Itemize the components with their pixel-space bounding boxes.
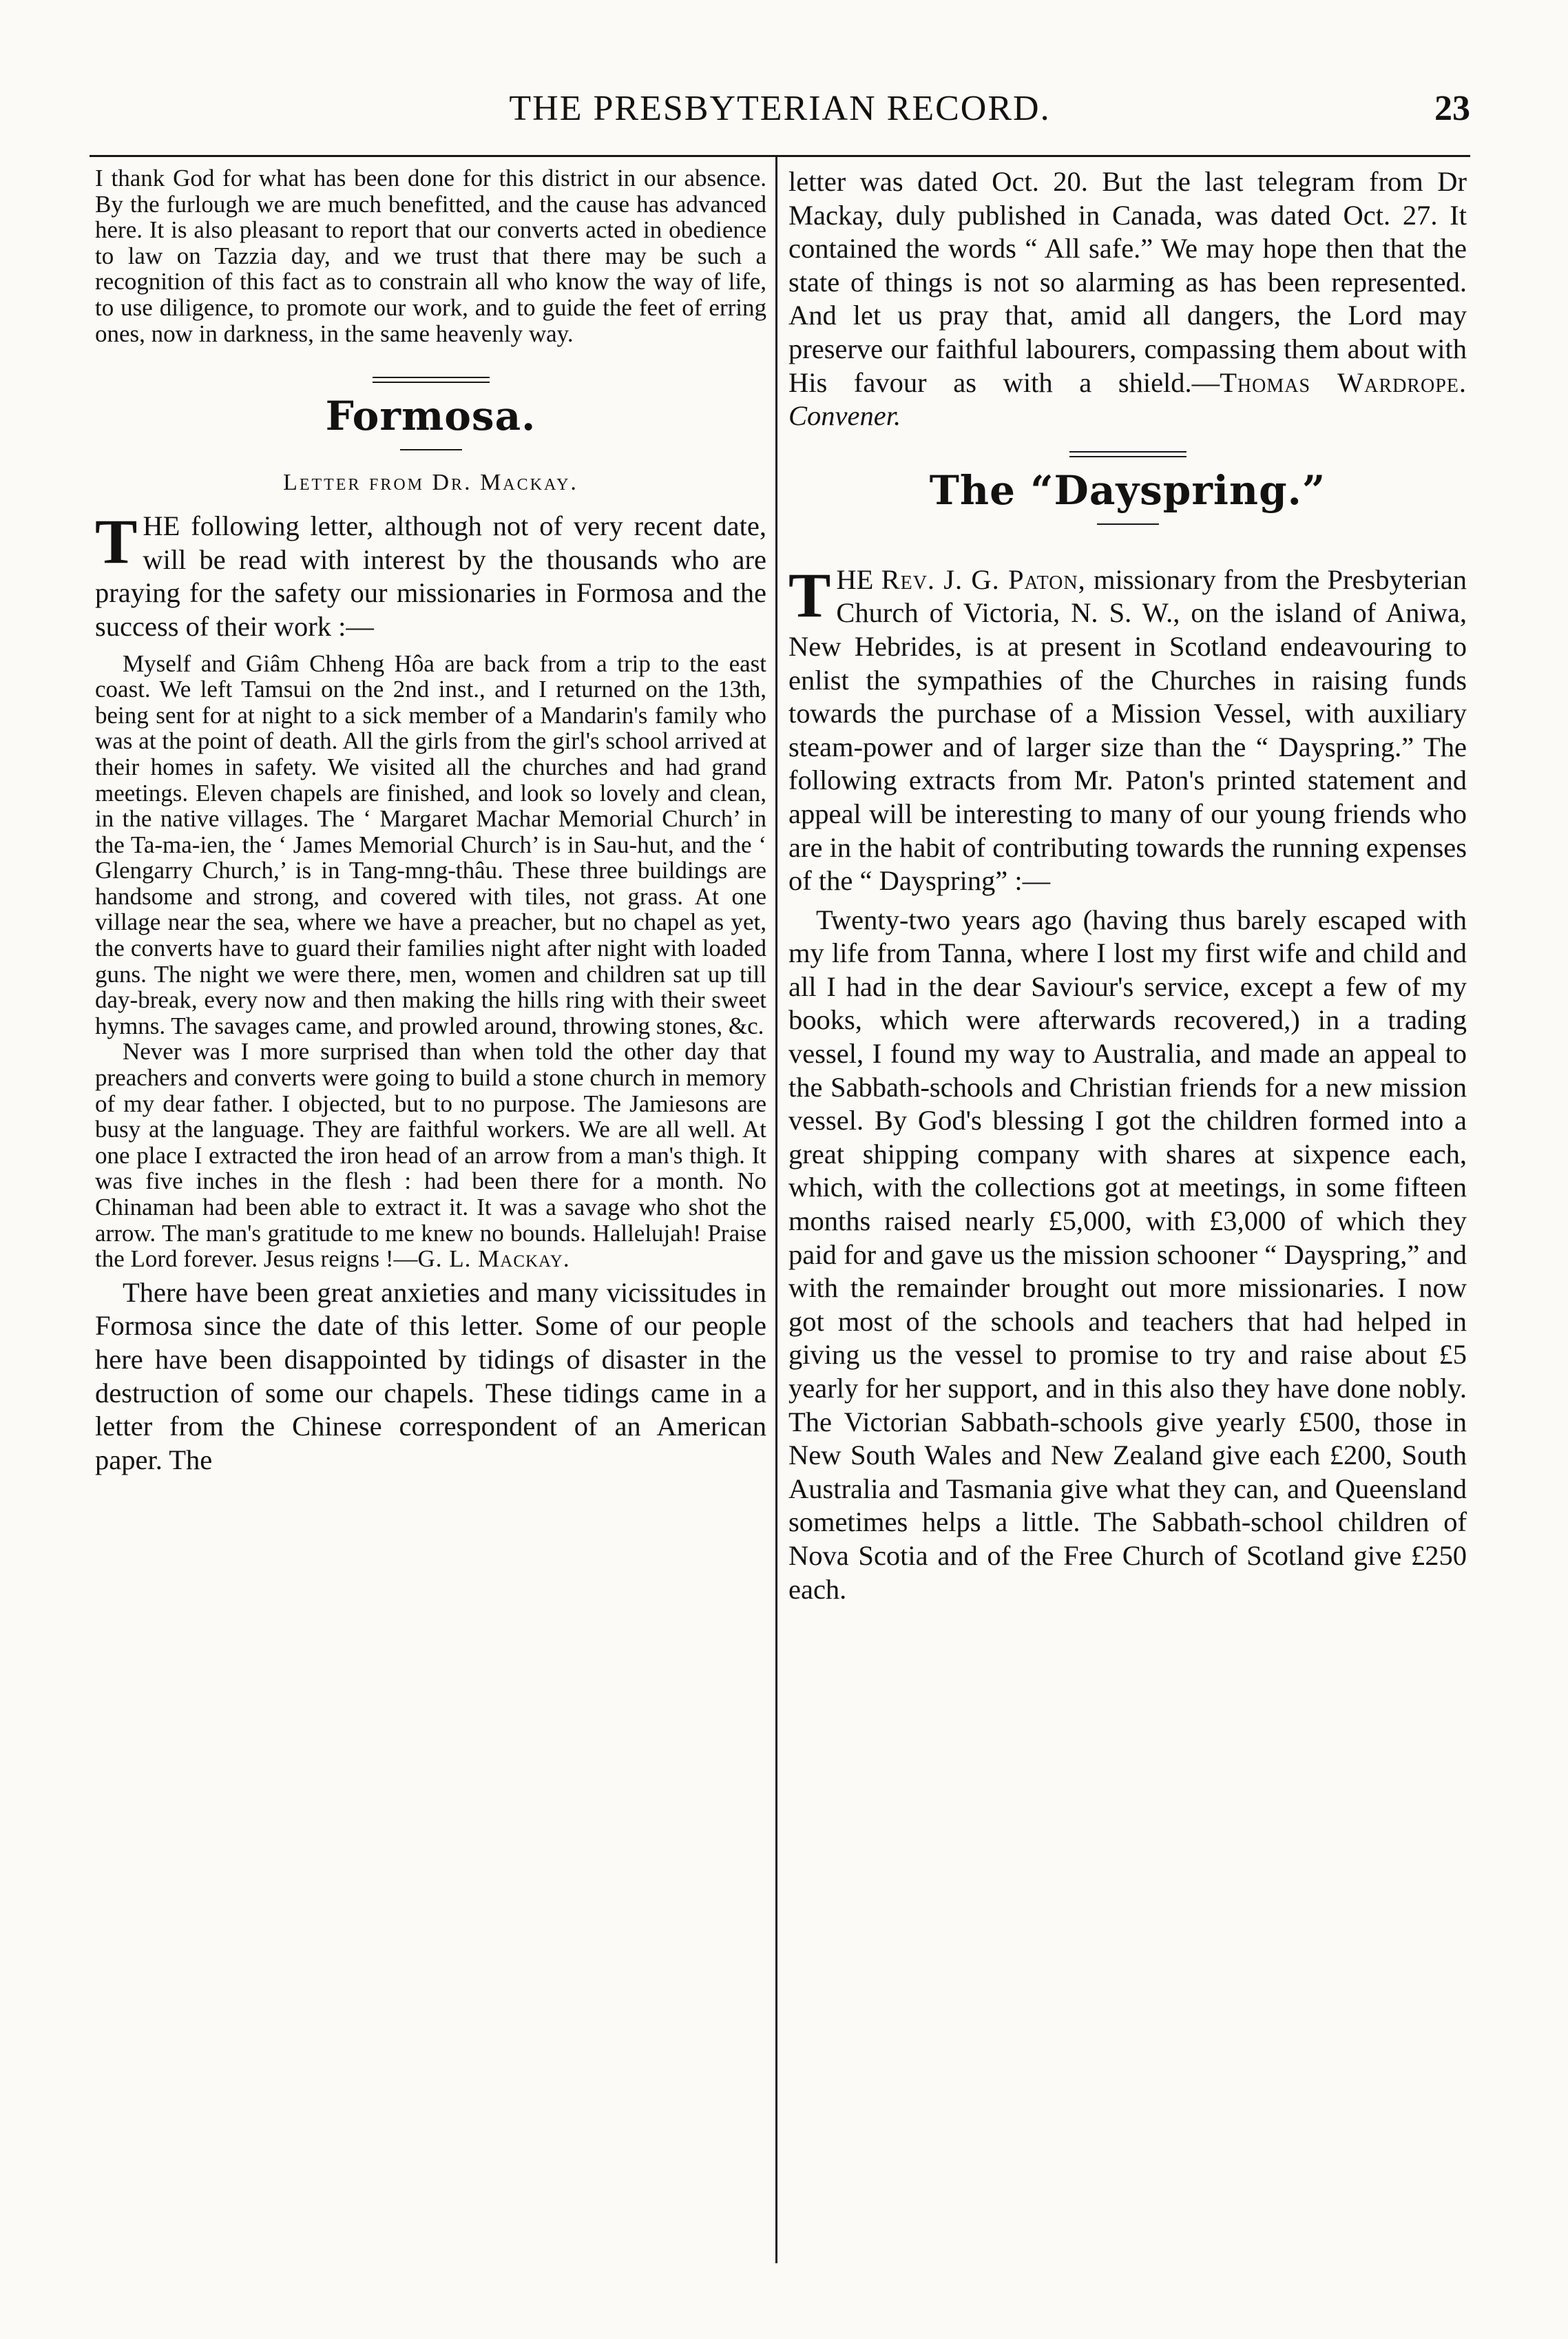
- section-rule: [1069, 451, 1187, 457]
- letter-paragraph: [95, 1039, 766, 1271]
- extract-paragraph: Twenty-two years ago (having thus barely escaped with my life from Tanna, where I lost my first wife and child and all I had in the dear Saviour's service, except a few of my books, which were afterwards recovered,) in a trading vessel, I found my way to Australia, and made an appeal to the Sabbath-schools and Christian friends for a new mission vessel. By God's blessing I got the children formed into a great shipping company with shares at sixpence each, which, with the collections got at meetings, in some fifteen months raised nearly £5,000, with £3,000 of which they paid for and gave us the mission schooner “ Dayspring,” and with the remainder brought out more missionaries. I now got most of the schools and teachers that had helped in giving us the vessel to promise to try and raise about £5 yearly for her support, and in this also they have done nobly. The Victorian Sabbath-schools give yearly £500, those in New South Wales and New Zealand give each £200, South Australia and Tasmania give what they can, and Queensland sometimes helps a little. The Sabbath-school children of Nova Scotia and of the Free Church of Scotland give £250 each.: [788, 904, 1467, 1605]
- letter-signature: G. L. Mackay.: [417, 1245, 570, 1273]
- left-column: [95, 165, 766, 1477]
- signature-name: Thomas Wardrope.: [1220, 366, 1467, 398]
- lead-text-rest: missionary from the Presbyterian Church of Victoria, N. S. W., on the island of Aniwa, New Hebrides, is at present in Scotland endeavouring to enlist the sympathies of the Churches in raising funds towards the purchase of a Mission Vessel, with auxiliary steam-power and of larger size than the “ Dayspring.” The following extracts from Mr. Paton's printed statement and appeal will be interesting to many of our young friends who are in the habit of contributing towards the running expenses of the “ Dayspring” :—: [788, 563, 1467, 897]
- lead-text: HE following letter, although not of very recent date, will be read with interest by the thousands who are praying for the safety our missionaries in Formosa and the success of their work :—: [95, 510, 766, 642]
- letter-paragraph: Myself and Giâm Chheng Hôa are back from a trip to the east coast. We left Tamsui on the 2nd inst., and I returned on the 13th, being sent for at night to a sick member of a Mandarin's family who was at the point of death. All the girls from the girl's school arrived at their homes in safety. We visited all the churches and had grand meetings. Eleven chapels are finished, and look so lovely and clean, in the native villages. The ‘ Margaret Machar Memorial Church’ in the Ta-ma-ien, the ‘ James Memorial Church’ is in Sau-hut, and the ‘ Glengarry Church,’ is in Tang-mng-thâu. These three buildings are handsome and strong, and covered with tiles, not grass. At one village near the sea, where we have a preacher, but no chapel as yet, the converts have to guard their families night after night with loaded guns. The night we were there, men, women and children sat up till day-break, every now and then making the hills ring with their sweet hymns. The savages came, and prowled around, throwing stones, &c.: [95, 649, 766, 1039]
- letter-text: Never was I more surprised than when told the other day that preachers and converts were going to build a stone church in memory of my dear father. I objected, but to no purpose. The Jamiesons are busy at the language. They are faithful workers. We are all well. At one place I extracted the iron head of an arrow from a man's thigh. It was five inches in the flesh : had been there for a month. No Chinaman had been able to extract it. It was a savage who shot the arrow. The man's gratitude to me knew no bounds. Hallelujah! Praise the Lord forever. Jesus reigns !—: [95, 1038, 766, 1273]
- column-divider: [775, 156, 777, 2263]
- right-column: [788, 165, 1467, 1606]
- intro-paragraph: I thank God for what has been done for this district in our absence. By the furlough we are much benefitted, and the cause has advanced here. It is also pleasant to report that our converts acted in obedience to law on Tazzia day, and we trust that there may be such a recognition of this fact as to constrain all who know the way of life, to use diligence, to promote our work, and to guide the feet of erring ones, now in darkness, in the same heavenly way.: [95, 165, 766, 347]
- running-title: THE PRESBYTERIAN RECORD.: [509, 89, 1051, 128]
- dayspring-lead-paragraph: [788, 559, 1467, 898]
- page-number: 23: [1434, 89, 1470, 128]
- drop-cap: T: [95, 506, 138, 577]
- header-rule: [90, 155, 1470, 157]
- section-rule: [373, 377, 490, 383]
- section-title-formosa: Formosa.: [325, 393, 536, 440]
- section-title-dayspring: The “Dayspring.”: [929, 466, 1326, 514]
- lead-text-start: HE: [836, 563, 881, 595]
- lead-name: Rev. J. G. Paton,: [881, 563, 1086, 595]
- closing-paragraph: There have been great anxieties and many vicissitudes in Formosa since the date of this letter. Some of our people here have been disappointed by tidings of disaster in the destruction of some our chapels. These tidings came in a letter from the Chinese correspondent of an American paper. The: [95, 1276, 766, 1475]
- running-header: [90, 83, 1470, 138]
- letter-subheading: Letter from Dr. Mackay.: [283, 470, 578, 496]
- drop-cap: T: [788, 559, 831, 630]
- signature-role: Convener.: [788, 400, 901, 432]
- formosa-lead-paragraph: [95, 506, 766, 643]
- continuation-paragraph: [788, 165, 1467, 433]
- continuation-text: letter was dated Oct. 20. But the last telegram from Dr Mackay, duly published in Canada, was dated Oct. 27. It contained the words “ All safe.” We may hope then that the state of things is not so alarming as has been represented. And let us pray that, amid all dangers, the Lord may preserve our faithful labourers, compassing them about with His favour as with a shield.—: [788, 166, 1467, 398]
